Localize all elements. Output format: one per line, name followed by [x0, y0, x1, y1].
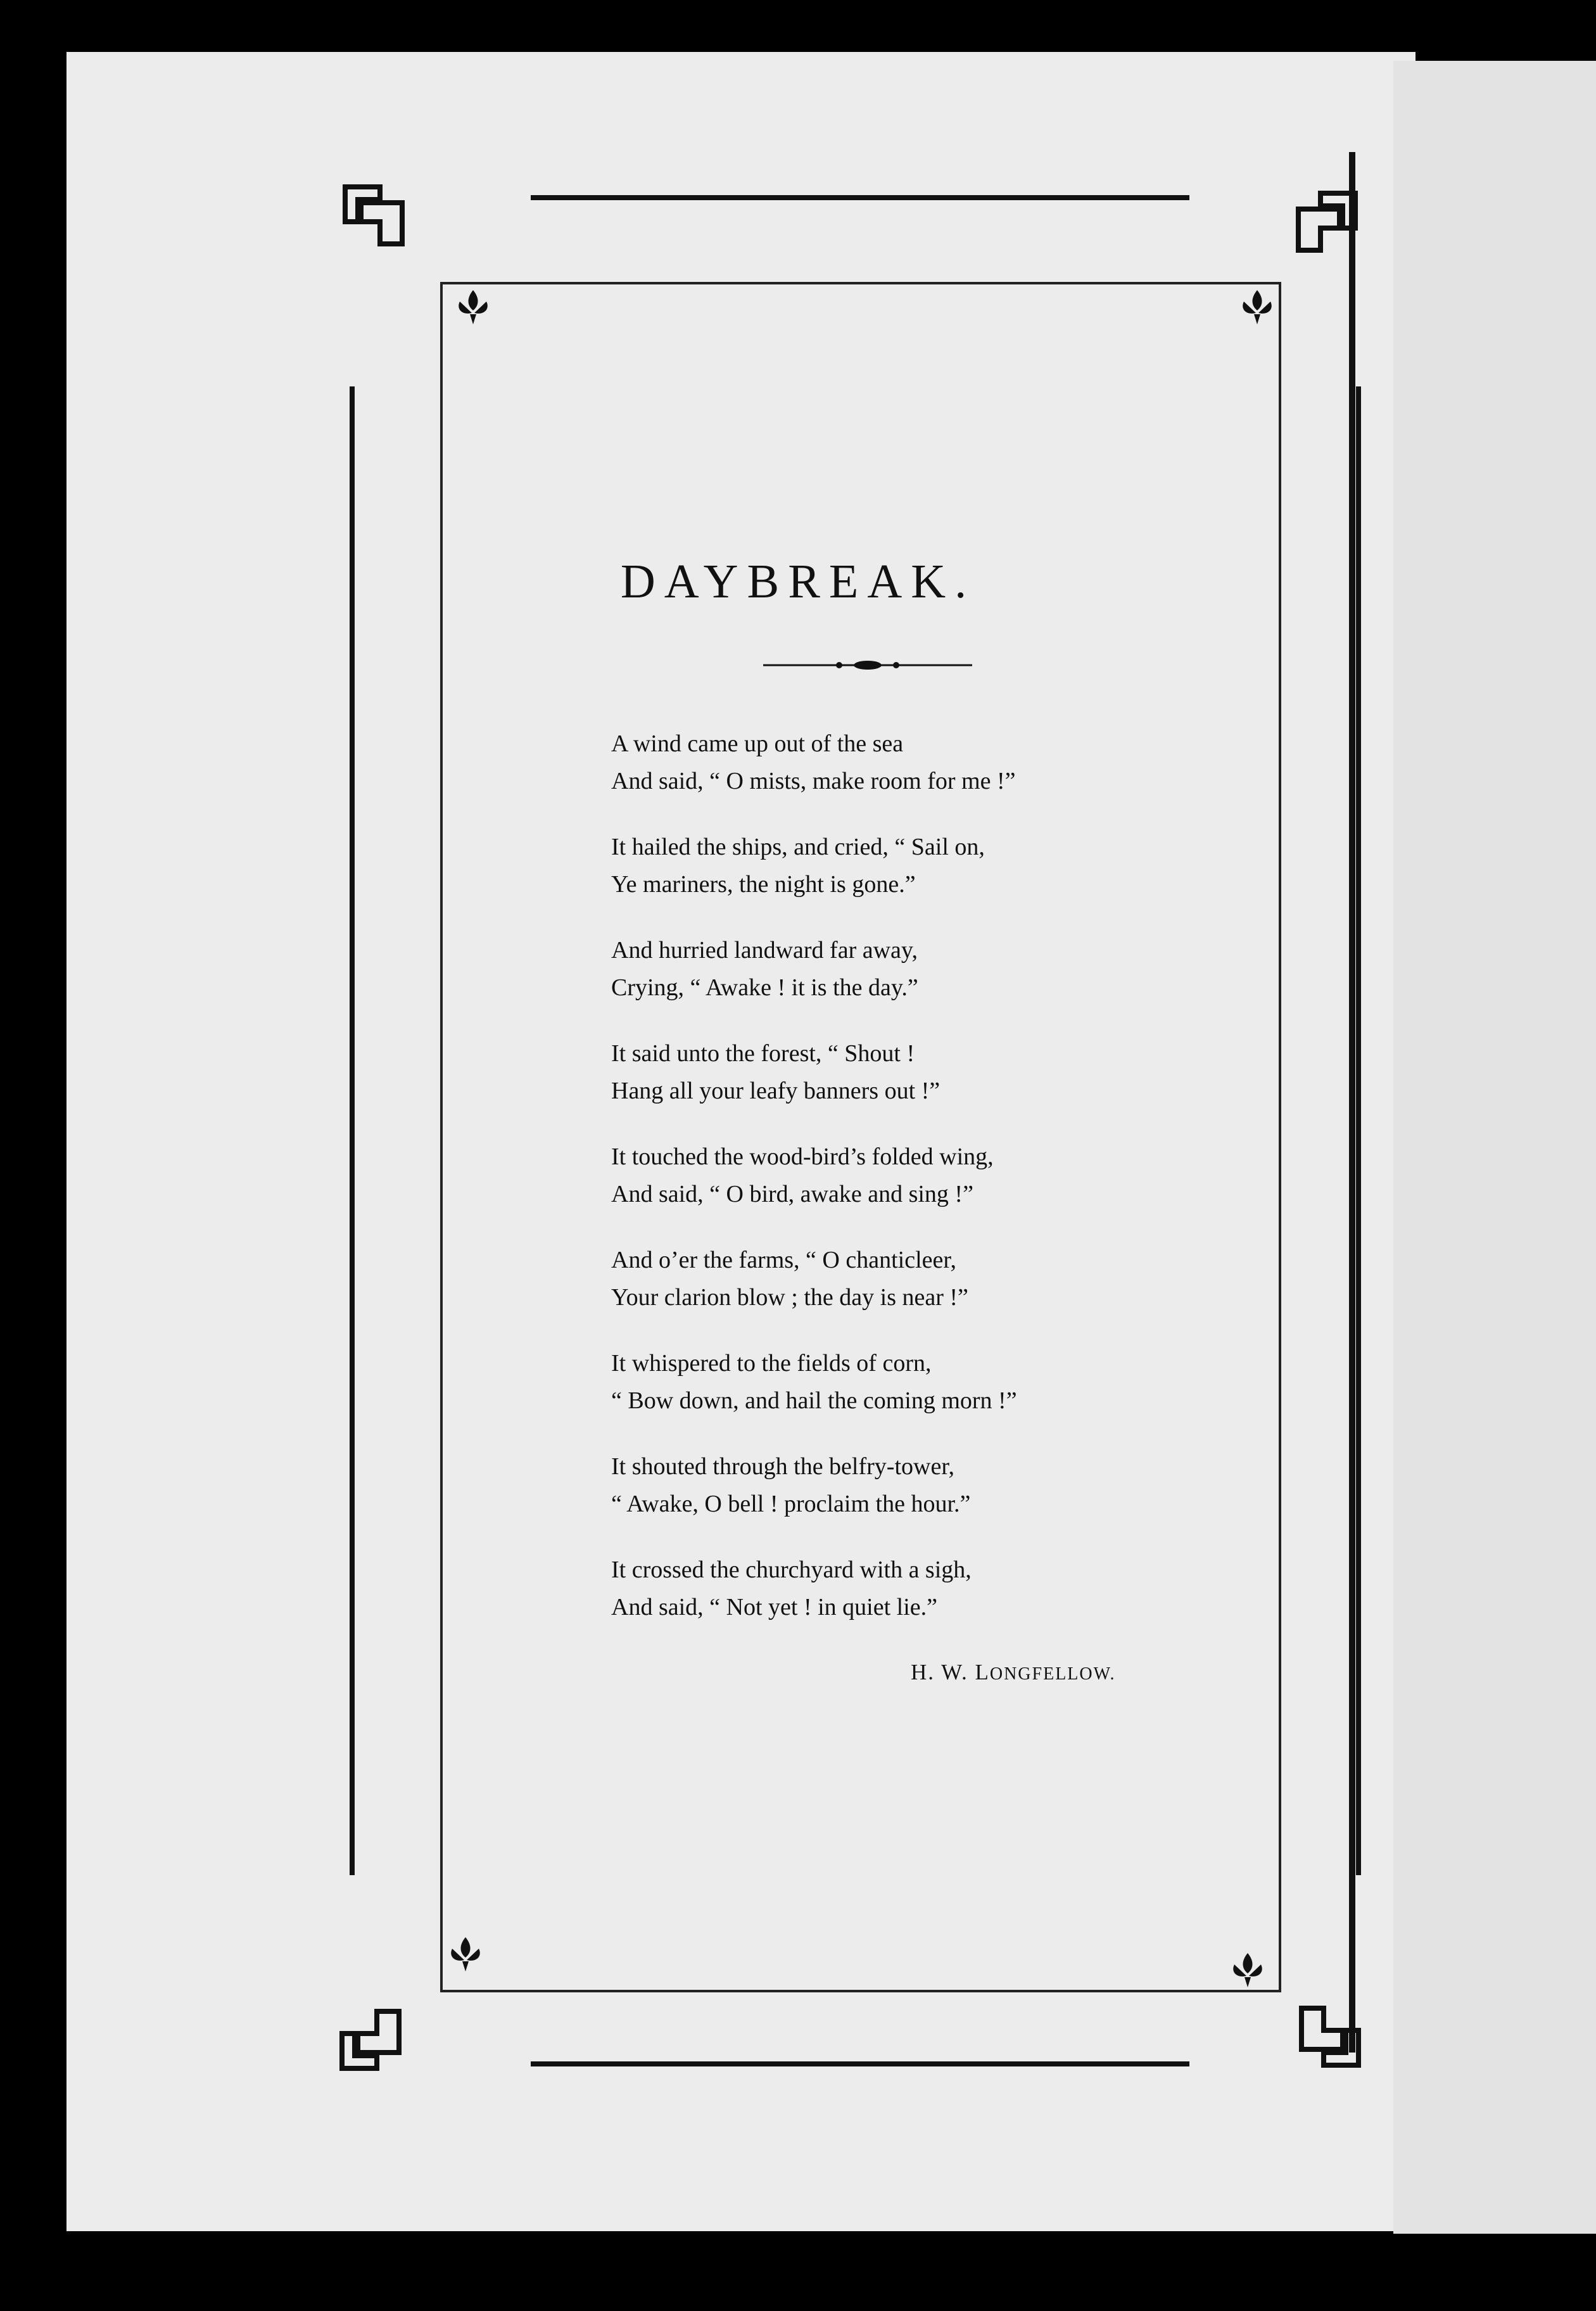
poem-line: Crying, “ Awake ! it is the day.” — [611, 974, 918, 1001]
poem-line: Hang all your leafy banners out !” — [611, 1078, 940, 1104]
poem-line: It shouted through the belfry-tower, — [611, 1453, 954, 1480]
author-initials: H. W. L — [911, 1660, 990, 1684]
outer-border-left — [350, 386, 355, 1875]
stanza — [611, 725, 1181, 800]
outer-border-right — [1356, 386, 1361, 1875]
author-signature — [911, 1660, 1115, 1685]
poem-line: It hailed the ships, and cried, “ Sail on, — [611, 834, 985, 860]
stanza — [611, 829, 1181, 903]
poem-line: And said, “ O bird, awake and sing !” — [611, 1181, 973, 1207]
poem-line: And o’er the farms, “ O chanticleer, — [611, 1247, 957, 1273]
outer-border-bottom — [531, 2061, 1189, 2066]
facing-page-edge — [1393, 61, 1596, 2234]
stanza — [611, 1345, 1181, 1420]
poem-line: It said unto the forest, “ Shout ! — [611, 1040, 915, 1067]
poem-line: It crossed the churchyard with a sigh, — [611, 1557, 972, 1583]
celtic-knot-corner-icon — [1292, 1999, 1362, 2068]
stanza — [611, 932, 1181, 1007]
poem-body — [611, 725, 1181, 1655]
poem-line: “ Bow down, and hail the coming morn !” — [611, 1387, 1017, 1414]
fleur-de-lis-icon — [451, 285, 495, 329]
poem-line: Your clarion blow ; the day is near !” — [611, 1284, 968, 1311]
stanza — [611, 1035, 1181, 1110]
poem-line: It touched the wood-bird’s folded wing, — [611, 1143, 994, 1170]
celtic-knot-corner-icon — [342, 184, 412, 253]
poem-line: Ye mariners, the night is gone.” — [611, 871, 916, 898]
celtic-knot-corner-icon — [339, 2002, 408, 2072]
stanza — [611, 1138, 1181, 1213]
fleur-de-lis-icon — [1226, 1948, 1270, 1992]
poem-line: “ Awake, O bell ! proclaim the hour.” — [611, 1491, 971, 1517]
outer-border-top — [531, 195, 1189, 200]
poem-title: DAYBREAK. — [620, 555, 976, 608]
poem-line: A wind came up out of the sea — [611, 730, 904, 757]
decorative-rule-icon — [763, 656, 972, 675]
poem-line: And hurried landward far away, — [611, 937, 918, 964]
stanza — [611, 1448, 1181, 1523]
stanza — [611, 1242, 1181, 1316]
stanza — [611, 1551, 1181, 1626]
author-surname: ONGFELLOW. — [989, 1664, 1116, 1684]
poem-line: And said, “ O mists, make room for me !” — [611, 768, 1016, 794]
poem-line: And said, “ Not yet ! in quiet lie.” — [611, 1594, 937, 1620]
fleur-de-lis-icon — [1235, 285, 1279, 329]
fleur-de-lis-icon — [443, 1932, 488, 1977]
poem-line: It whispered to the fields of corn, — [611, 1350, 932, 1377]
celtic-knot-corner-icon — [1289, 190, 1358, 260]
